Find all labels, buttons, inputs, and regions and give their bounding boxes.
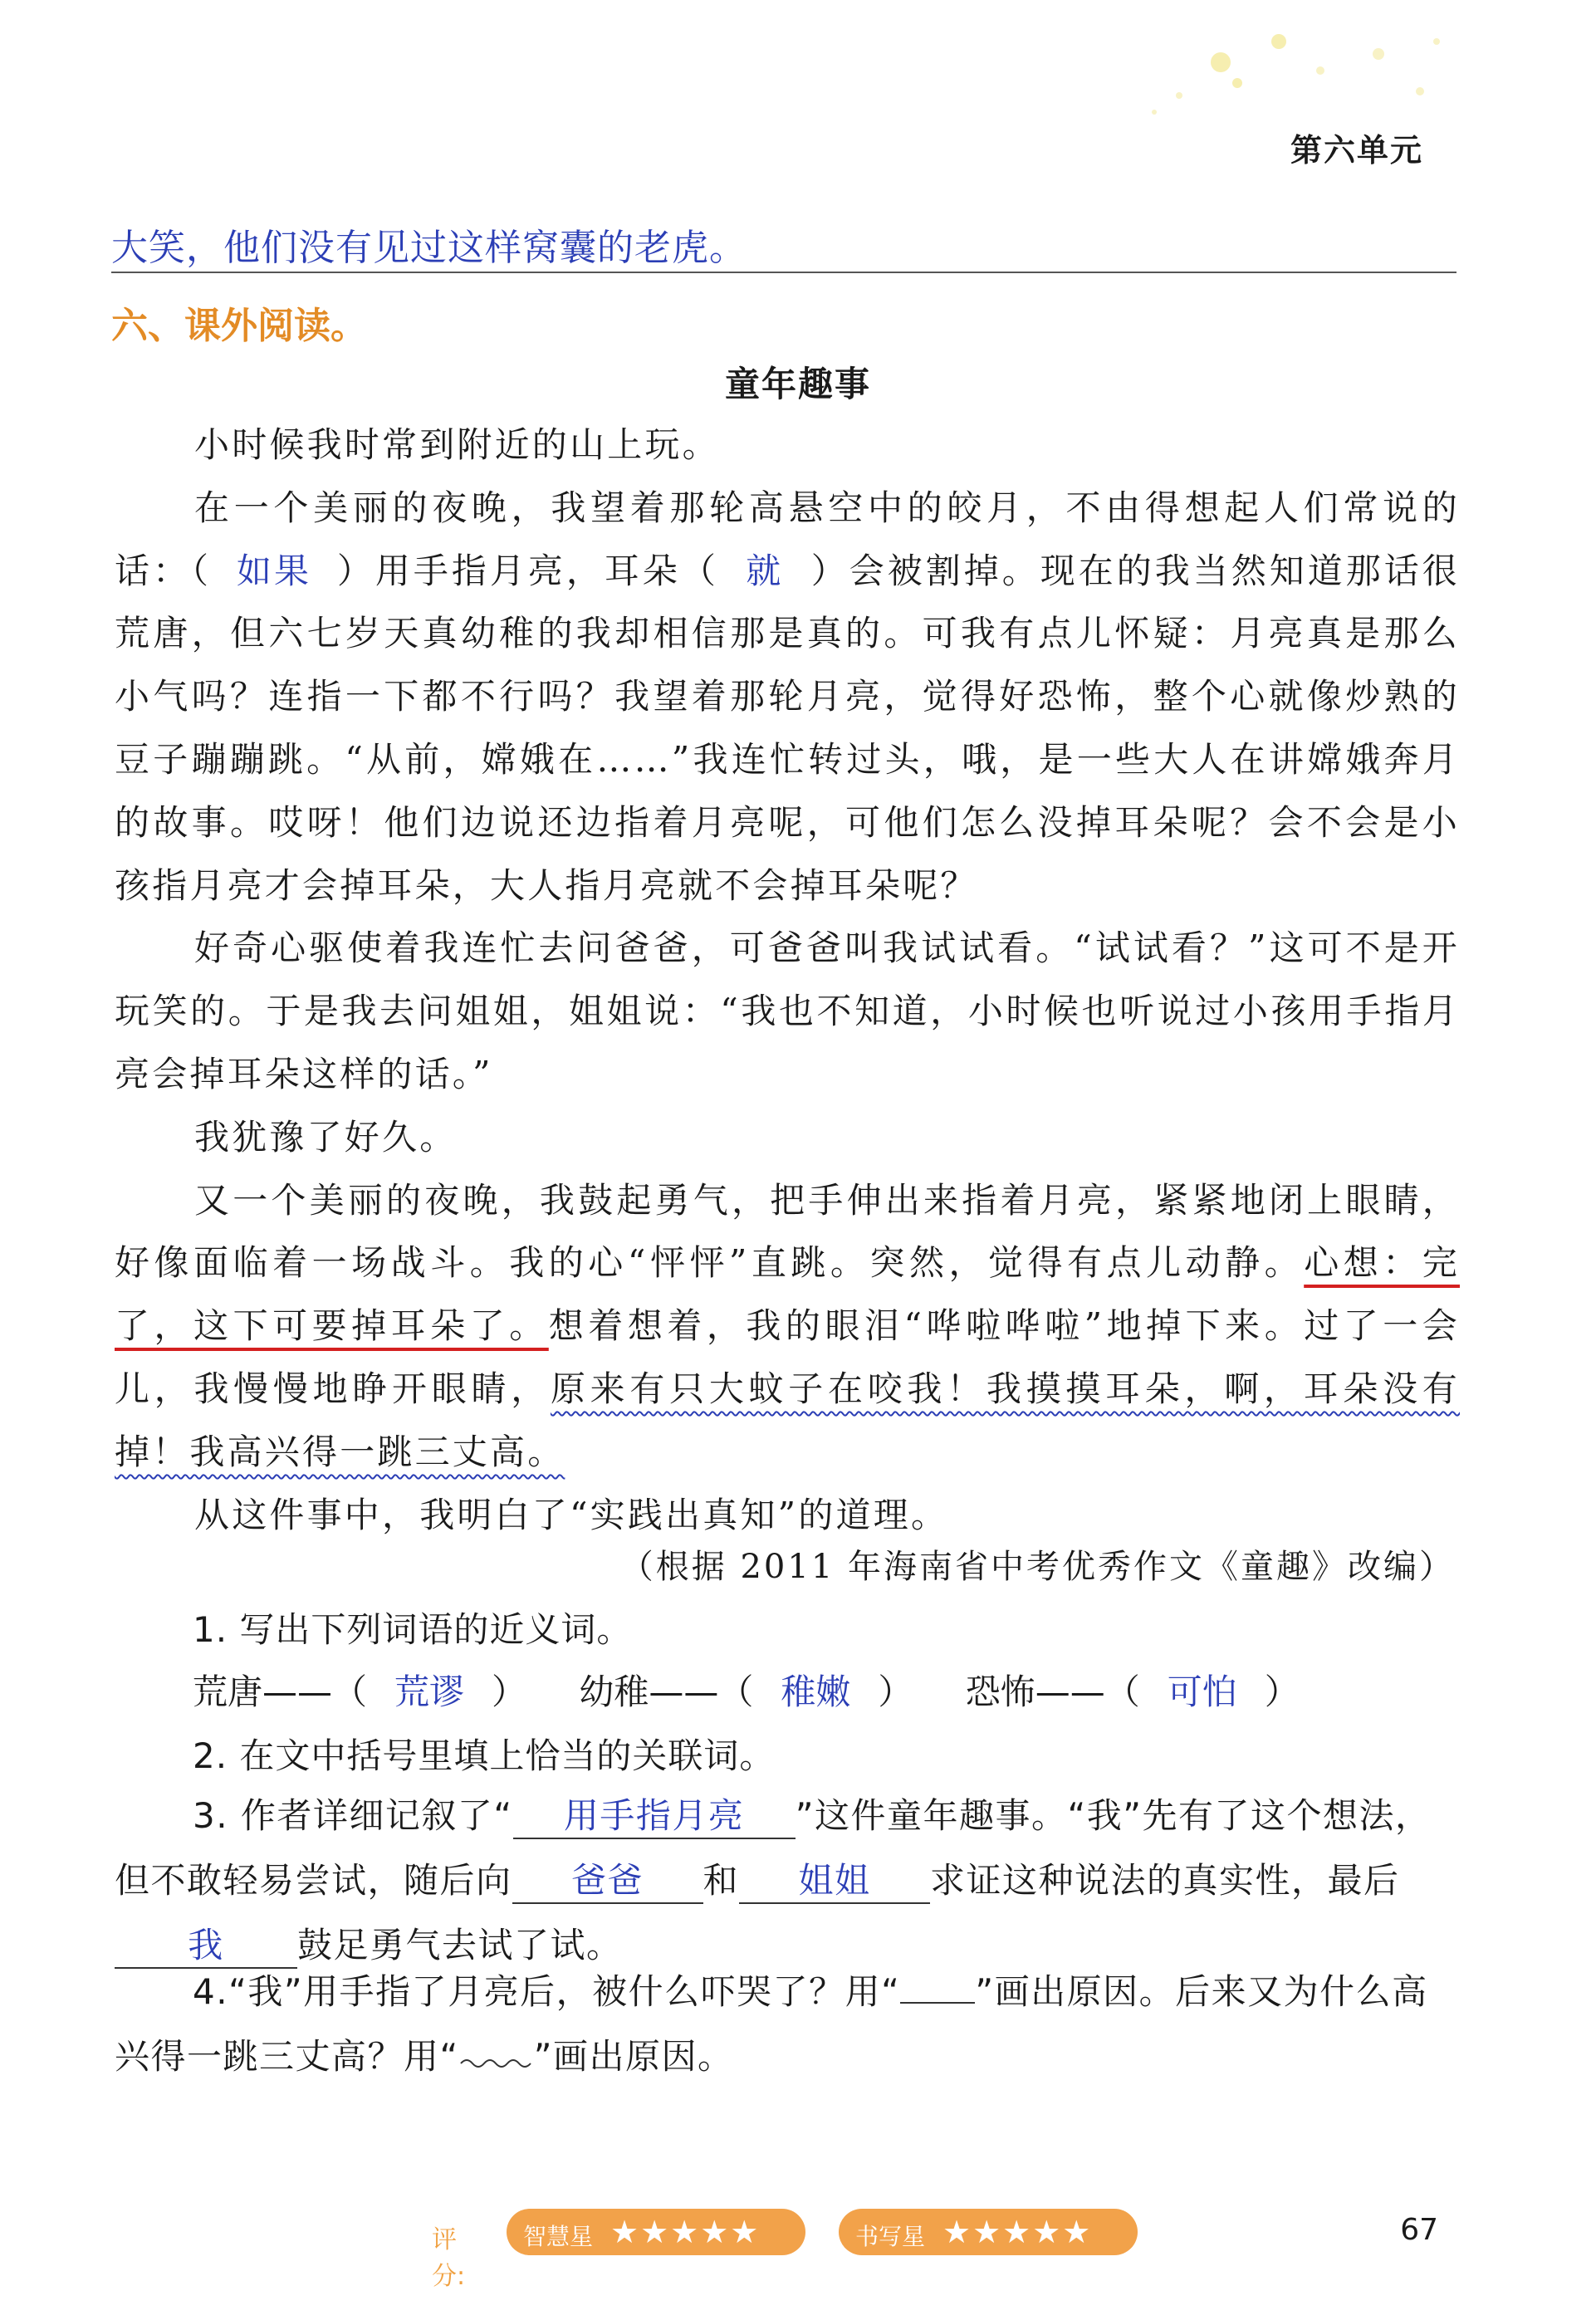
star-icon: ★★★★★ [610,2214,761,2250]
paragraph-5: 又一个美丽的夜晚，我鼓起勇气，把手伸出来指着月亮，紧紧地闭上眼睛，好像面临着一场战斗。我的心“怦怦”直跳。突然，觉得有点儿动静。心想：完了，这下可要掉耳朵了。想着想着，我的眼泪“哗啦哗啦”地掉下来。过了一会儿，我慢慢地睁开眼睛，原来有只大蚊子在咬我！我摸摸耳朵，啊，耳朵没有掉！我高兴得一跳三丈高。 [115,1179,1460,1472]
q3-answer-1: 用手指月亮 [513,1794,796,1839]
blank-answer-1: 如果 [236,550,312,591]
paragraph-2: 在一个美丽的夜晚，我望着那轮高悬空中的皎月，不由得想起人们常说的话：（ 如果 ）用手指月亮，耳朵（ 就 ）会被割掉。现在的我当然知道那话很荒唐，但六七岁天真幼稚的我却相信那是真的。可我有点儿怀疑：月亮真是那么小气吗？连指一下都不行吗？我望着那轮月亮，觉得好恐怖，整个心就像炒熟的豆子蹦蹦跳。“从前，嫦娥在……”我连忙转过头，哦，是一些大人在讲嫦娥奔月的故事。哎呀！他们边说还边指着月亮呢，可他们怎么没掉耳朵呢？会不会是小孩指月亮才会掉耳朵，大人指月亮就不会掉耳朵呢？ [115,487,1460,906]
divider [111,272,1456,273]
writing-star-rating: 书写星 ★★★★★ [839,2209,1138,2255]
q3-answer-3: 姐姐 [739,1859,930,1904]
wisdom-star-rating: 智慧星 ★★★★★ [507,2209,805,2255]
blank-answer-2: 就 [746,550,784,591]
synonym-item: 恐怖——（ 可怕 ） [965,1671,1300,1712]
q3-answer-4: 我 [115,1924,297,1969]
page-number: 67 [1400,2213,1438,2247]
red-underline-sentence: 心想：完了，这下可要掉耳朵了。 [115,1242,1460,1347]
previous-answer-text: 大笑，他们没有见过这样窝囊的老虎。 [111,227,747,269]
synonym-row [193,1665,1341,1715]
question-4: 4.“我”用手指了月亮后，被什么吓哭了？用“ ”画出原因。后来又为什么高兴得一跳三丈高？用“ ”画出原因。 [115,1971,1428,2077]
section-title: 六、课外阅读。 [111,305,367,347]
straight-line-symbol [900,1977,975,2004]
story-title: 童年趣事 [724,364,871,404]
wavy-underline-sentence: 原来有只大蚊子在咬我！我摸摸耳朵，啊，耳朵没有掉！我高兴得一跳三丈高。 [115,1368,1460,1472]
paragraph-6: 从这件事中，我明白了“实践出真知”的道理。 [194,1494,949,1535]
question-1: 1. 写出下列词语的近义词。 [193,1609,633,1650]
q3-answer-2: 爸爸 [512,1859,703,1904]
question-3: 3. 作者详细记叙了“ 用手指月亮 ”这件童年趣事。“我”先有了这个想法，但不敢轻易尝试，随后向 爸爸 和 姐姐 求证这种说法的真实性，最后我 鼓足勇气去试了试。 [115,1784,1460,1978]
synonym-item: 幼稚——（ 稚嫩 ） [579,1671,913,1712]
question-2: 2. 在文中括号里填上恰当的关联词。 [193,1735,776,1776]
story-body [115,414,1460,1546]
paragraph-1: 小时候我时常到附近的山上玩。 [194,424,720,465]
synonym-item: 荒唐——（ 荒谬 ） [193,1671,527,1712]
unit-title: 第六单元 [1290,132,1423,169]
star-icon: ★★★★★ [942,2214,1093,2250]
score-label: 评分: [432,2225,466,2291]
sparkle-decoration-icon [1030,17,1461,141]
story-source: （根据 2011 年海南省中考优秀作文《童趣》改编） [619,1548,1455,1586]
paragraph-4: 我犹豫了好久。 [194,1116,458,1158]
wavy-line-symbol [459,2024,534,2049]
paragraph-3: 好奇心驱使着我连忙去问爸爸，可爸爸叫我试试看。“试试看？”这可不是开玩笑的。于是我去问姐姐，姐姐说：“我也不知道，小时候也听说过小孩用手指月亮会掉耳朵这样的话。” [115,928,1460,1094]
